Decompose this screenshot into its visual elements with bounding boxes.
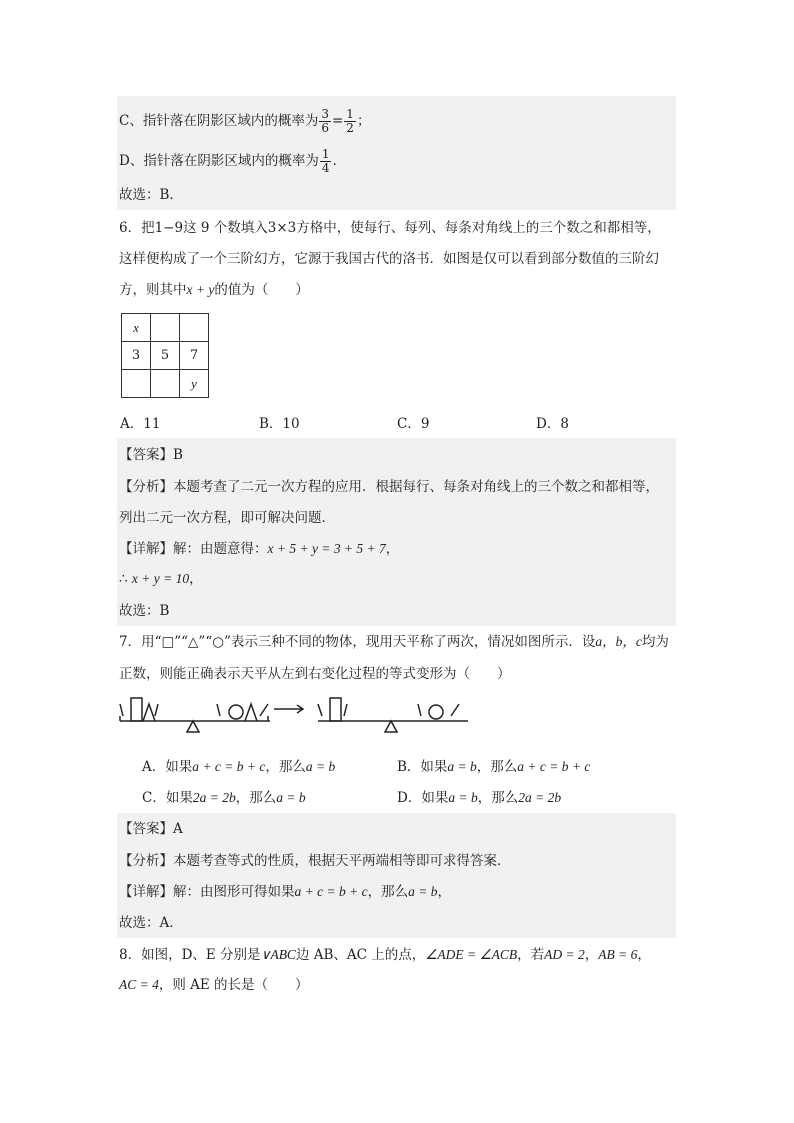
fraction: $\frac{1}{2}$ (346, 107, 354, 135)
grid-cell (180, 314, 209, 342)
q6-option-c: C．9 (397, 416, 430, 432)
q7-option-c: C．如果2a = 2b，那么a = b (142, 790, 306, 806)
q6-stem-line1: 6．把1−9这 9 个数填入3×3方格中，使每行、每列、每条对角线上的三个数之和都相等， (119, 220, 661, 236)
grid-cell: x (122, 314, 151, 342)
grid-cell: 5 (151, 342, 180, 370)
grid-cell (122, 370, 151, 398)
q7-option-b: B．如果a = b，那么a + c = b + c (397, 759, 591, 775)
q7-option-d: D．如果a = b，那么2a = 2b (397, 790, 562, 806)
fraction: $\frac{3}{6}$ (321, 107, 329, 135)
q6-detail: 【详解】解：由题意得：x + 5 + y = 3 + 5 + 7， (119, 541, 400, 557)
balance-left (120, 698, 270, 732)
fraction: $\frac{1}{4}$ (321, 147, 330, 175)
q6-stem-line3: 方，则其中x + y的值为（ ） (119, 282, 309, 298)
q7-stem-line2: 正数，则能正确表示天平从左到右变化过程的等式变形为（ ） (119, 666, 511, 682)
q6-analysis-line2: 列出二元一次方程，即可解决问题． (119, 510, 335, 526)
q8-stem-line1: 8．如图，D、E 分别是∨ABC边 AB、AC 上的点，∠ADE = ∠ACB，若AD = 2，AB = 6， (119, 947, 651, 963)
q5-option-c: C、指针落在阴影区域内的概率为 $\frac{3}{6}$ = $\frac{1}{2}$ ； (119, 107, 371, 135)
q7-stem-line1: 7．用“□”“△”“○”表示三种不同的物体，现用天平称了两次，情况如图所示．设a，b，c均为 (119, 634, 669, 650)
balance-figure (118, 694, 478, 746)
q6-analysis-line1: 【分析】本题考查了二元一次方程的应用．根据每行、每条对角线上的三个数之和都相等， (119, 479, 659, 495)
q7-solution-block (117, 813, 676, 938)
q6-option-a: A．11 (120, 416, 161, 432)
q6-solution-block (117, 438, 676, 626)
balance-right (318, 698, 468, 732)
q6-option-b: B．10 (259, 416, 300, 432)
q7-analysis: 【分析】本题考查等式的性质，根据天平两端相等即可求得答案． (119, 853, 511, 869)
q5-option-d: D、指针落在阴影区域内的概率为 $\frac{1}{4}$ . (119, 147, 337, 175)
q6-answer: 【答案】B (119, 447, 183, 463)
q7-detail: 【详解】解：由图形可得如果a + c = b + c，那么a = b， (119, 884, 451, 900)
q7-option-a: A．如果a + c = b + c，那么a = b (142, 759, 336, 775)
q6-choose: 故选：B (119, 603, 170, 619)
arrow-icon (274, 705, 303, 713)
q5-choose: 故选：B． (119, 187, 183, 203)
q8-stem-line2: AC = 4，则 AE 的长是（ ） (119, 977, 309, 993)
q7-answer: 【答案】A (119, 821, 183, 837)
grid-cell: 7 (180, 342, 209, 370)
grid-cell: y (180, 370, 209, 398)
grid-cell: 3 (122, 342, 151, 370)
magic-square-grid (121, 313, 209, 398)
grid-cell (151, 370, 180, 398)
grid-cell (151, 314, 180, 342)
q6-therefore: ∴ x + y = 10， (119, 571, 203, 587)
q6-stem-line2: 这样便构成了一个三阶幻方，它源于我国古代的洛书．如图是仅可以看到部分数值的三阶幻 (119, 251, 659, 267)
q6-option-d: D．8 (536, 416, 569, 432)
q7-choose: 故选：A． (119, 915, 183, 931)
